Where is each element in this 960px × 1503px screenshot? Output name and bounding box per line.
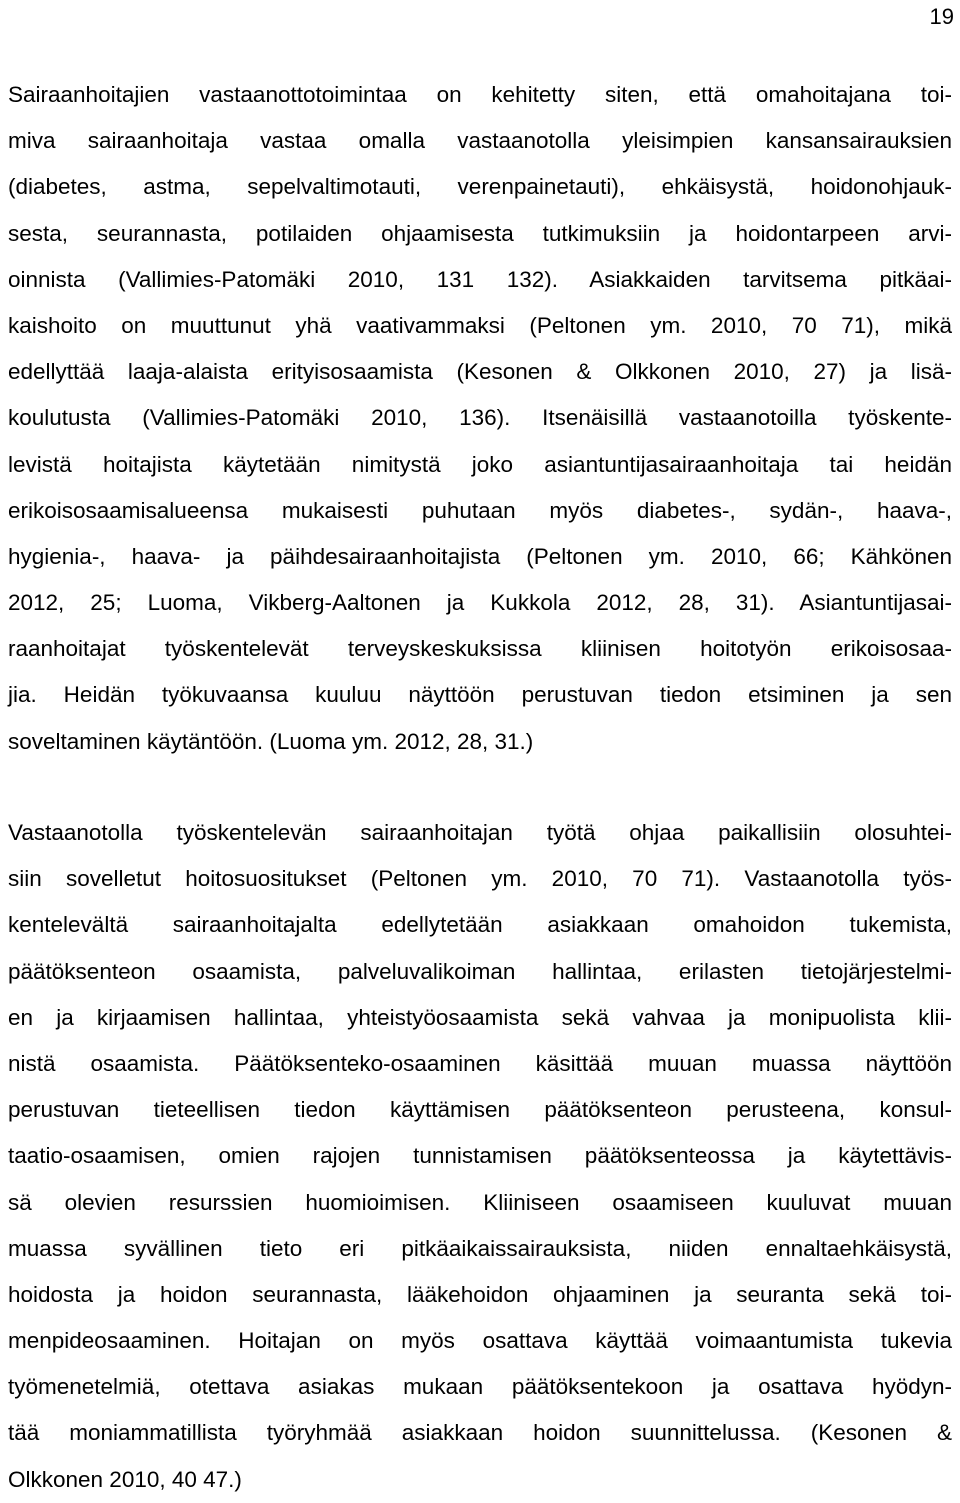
paragraph-line: (diabetes, astma, sepelvaltimotauti, verenpainetauti), ehkäisystä, hoidonohjauk- (8, 174, 952, 200)
paragraph-line: kentelevältä sairaanhoitajalta edellytetään asiakkaan omahoidon tukemista, (8, 912, 952, 938)
paragraph-line: sä olevien resurssien huomioimisen. Kliiniseen osaamiseen kuuluvat muuan (8, 1189, 952, 1215)
body-paragraph-1 (8, 72, 952, 765)
paragraph-line: työmenetelmiä, otettava asiakas mukaan päätöksentekoon ja osattava hyödyn- (8, 1374, 952, 1400)
paragraph-line: hoidosta ja hoidon seurannasta, lääkehoidon ohjaaminen ja seuranta sekä toi- (8, 1281, 952, 1307)
paragraph-line: päätöksenteon osaamista, palveluvalikoiman hallintaa, erilasten tietojärjestelmi- (8, 958, 952, 984)
paragraph-line: siin sovelletut hoitosuositukset (Peltonen ym. 2010, 70 71). Vastaanotolla työs- (8, 866, 952, 892)
paragraph-line: 2012, 25; Luoma, Vikberg-Aaltonen ja Kukkola 2012, 28, 31). Asiantuntijasai- (8, 590, 952, 616)
paragraph-line: sesta, seurannasta, potilaiden ohjaamisesta tutkimuksiin ja hoidontarpeen arvi- (8, 220, 952, 246)
paragraph-line: koulutusta (Vallimies-Patomäki 2010, 136). Itsenäisillä vastaanotoilla työskente- (8, 405, 952, 431)
paragraph-line: erikoisosaamisalueensa mukaisesti puhutaan myös diabetes-, sydän-, haava-, (8, 497, 952, 523)
paragraph-line: oinnista (Vallimies-Patomäki 2010, 131 132). Asiakkaiden tarvitsema pitkäai- (8, 266, 952, 292)
paragraph-line: nistä osaamista. Päätöksenteko-osaaminen käsittää muuan muassa näyttöön (8, 1050, 952, 1076)
paragraph-line: Sairaanhoitajien vastaanottotoimintaa on kehitetty siten, että omahoitajana toi- (8, 82, 952, 107)
paragraph-line: en ja kirjaamisen hallintaa, yhteistyöosaamista sekä vahvaa ja monipuolista klii- (8, 1004, 952, 1030)
body-paragraph-2 (8, 810, 952, 1503)
paragraph-line: hygienia-, haava- ja päihdesairaanhoitajista (Peltonen ym. 2010, 66; Kähkönen (8, 543, 952, 569)
page-number: 19 (929, 4, 954, 29)
paragraph-line: jia. Heidän työkuvaansa kuuluu näyttöön perustuvan tiedon etsiminen ja sen (8, 682, 952, 708)
paragraph-line: menpideosaaminen. Hoitajan on myös osattava käyttää voimaantumista tukevia (8, 1328, 952, 1354)
paragraph-line: Olkkonen 2010, 40 47.) (8, 1466, 242, 1492)
paragraph-line: miva sairaanhoitaja vastaa omalla vastaanotolla yleisimpien kansansairauksien (8, 128, 952, 154)
paragraph-line: levistä hoitajista käytetään nimitystä joko asiantuntijasairaanhoitaja tai heidän (8, 451, 952, 477)
paragraph-line: perustuvan tieteellisen tiedon käyttämisen päätöksenteon perusteena, konsul- (8, 1097, 952, 1123)
paragraph-line: muassa syvällinen tieto eri pitkäaikaissairauksista, niiden ennaltaehkäisystä, (8, 1235, 952, 1261)
paragraph-line: raanhoitajat työskentelevät terveyskeskuksissa kliinisen hoitotyön erikoisosaa- (8, 636, 952, 662)
paragraph-line: Vastaanotolla työskentelevän sairaanhoitajan työtä ohjaa paikallisiin olosuhtei- (8, 820, 952, 845)
paragraph-line: kaishoito on muuttunut yhä vaativammaksi (Peltonen ym. 2010, 70 71), mikä (8, 312, 952, 338)
paragraph-line: taatio-osaamisen, omien rajojen tunnistamisen päätöksenteossa ja käytettävis- (8, 1143, 952, 1169)
paragraph-line: soveltaminen käytäntöön. (Luoma ym. 2012, 28, 31.) (8, 728, 534, 754)
paragraph-line: edellyttää laaja-alaista erityisosaamista (Kesonen & Olkkonen 2010, 27) ja lisä- (8, 359, 952, 385)
paragraph-line: tää moniammatillista työryhmää asiakkaan hoidon suunnittelussa. (Kesonen & (8, 1420, 952, 1446)
